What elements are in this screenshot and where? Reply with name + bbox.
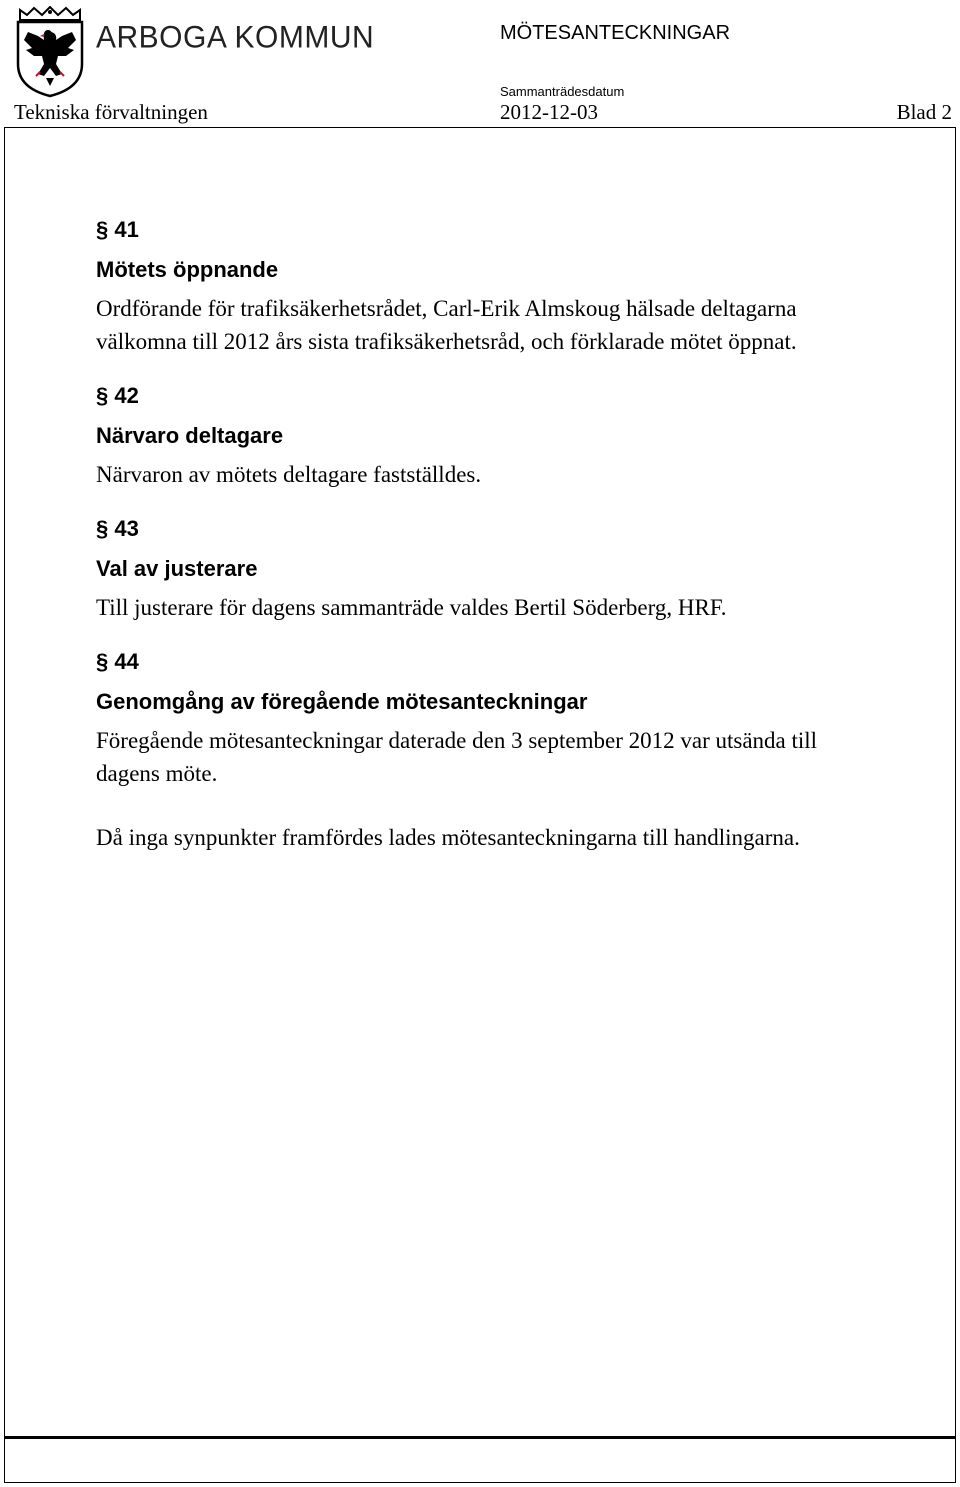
section-number: § 41 bbox=[96, 217, 139, 242]
section-44 bbox=[96, 642, 876, 854]
signature-divider bbox=[4, 1436, 956, 1439]
sheet-number: Blad 2 bbox=[896, 100, 952, 124]
department-name: Tekniska förvaltningen bbox=[14, 100, 208, 124]
section-paragraph: Närvaron av mötets deltagare fastställdes. bbox=[96, 462, 482, 487]
section-paragraph: Föregående mötesanteckningar daterade den 3 september 2012 var utsända till dagens möte. bbox=[96, 728, 818, 786]
meeting-date: 2012-12-03 bbox=[500, 100, 598, 124]
section-number: § 44 bbox=[96, 649, 139, 674]
section-42 bbox=[96, 376, 876, 491]
minutes-content bbox=[96, 210, 876, 854]
section-41 bbox=[96, 210, 876, 358]
section-title: Val av justerare bbox=[96, 556, 258, 581]
section-paragraph: Ordförande för trafiksäkerhetsrådet, Carl-Erik Almskoug hälsade deltagarna välkomna till 2012 års sista trafiksäkerhetsråd, och förklarade mötet öppnat. bbox=[96, 296, 797, 354]
section-paragraph: Då inga synpunkter framfördes lades mötesanteckningarna till handlingarna. bbox=[96, 825, 800, 850]
coat-of-arms-icon bbox=[14, 6, 86, 98]
section-title: Närvaro deltagare bbox=[96, 423, 284, 448]
section-title: Mötets öppnande bbox=[96, 257, 279, 282]
section-number: § 42 bbox=[96, 383, 139, 408]
meeting-date-label: Sammanträdesdatum bbox=[500, 84, 625, 99]
document-type: MÖTESANTECKNINGAR bbox=[500, 22, 731, 44]
section-title: Genomgång av föregående mötesanteckningar bbox=[96, 689, 588, 714]
organization-name: ARBOGA KOMMUN bbox=[96, 20, 375, 55]
section-number: § 43 bbox=[96, 516, 139, 541]
section-43 bbox=[96, 509, 876, 624]
section-paragraph: Till justerare för dagens sammanträde valdes Bertil Söderberg, HRF. bbox=[96, 595, 727, 620]
